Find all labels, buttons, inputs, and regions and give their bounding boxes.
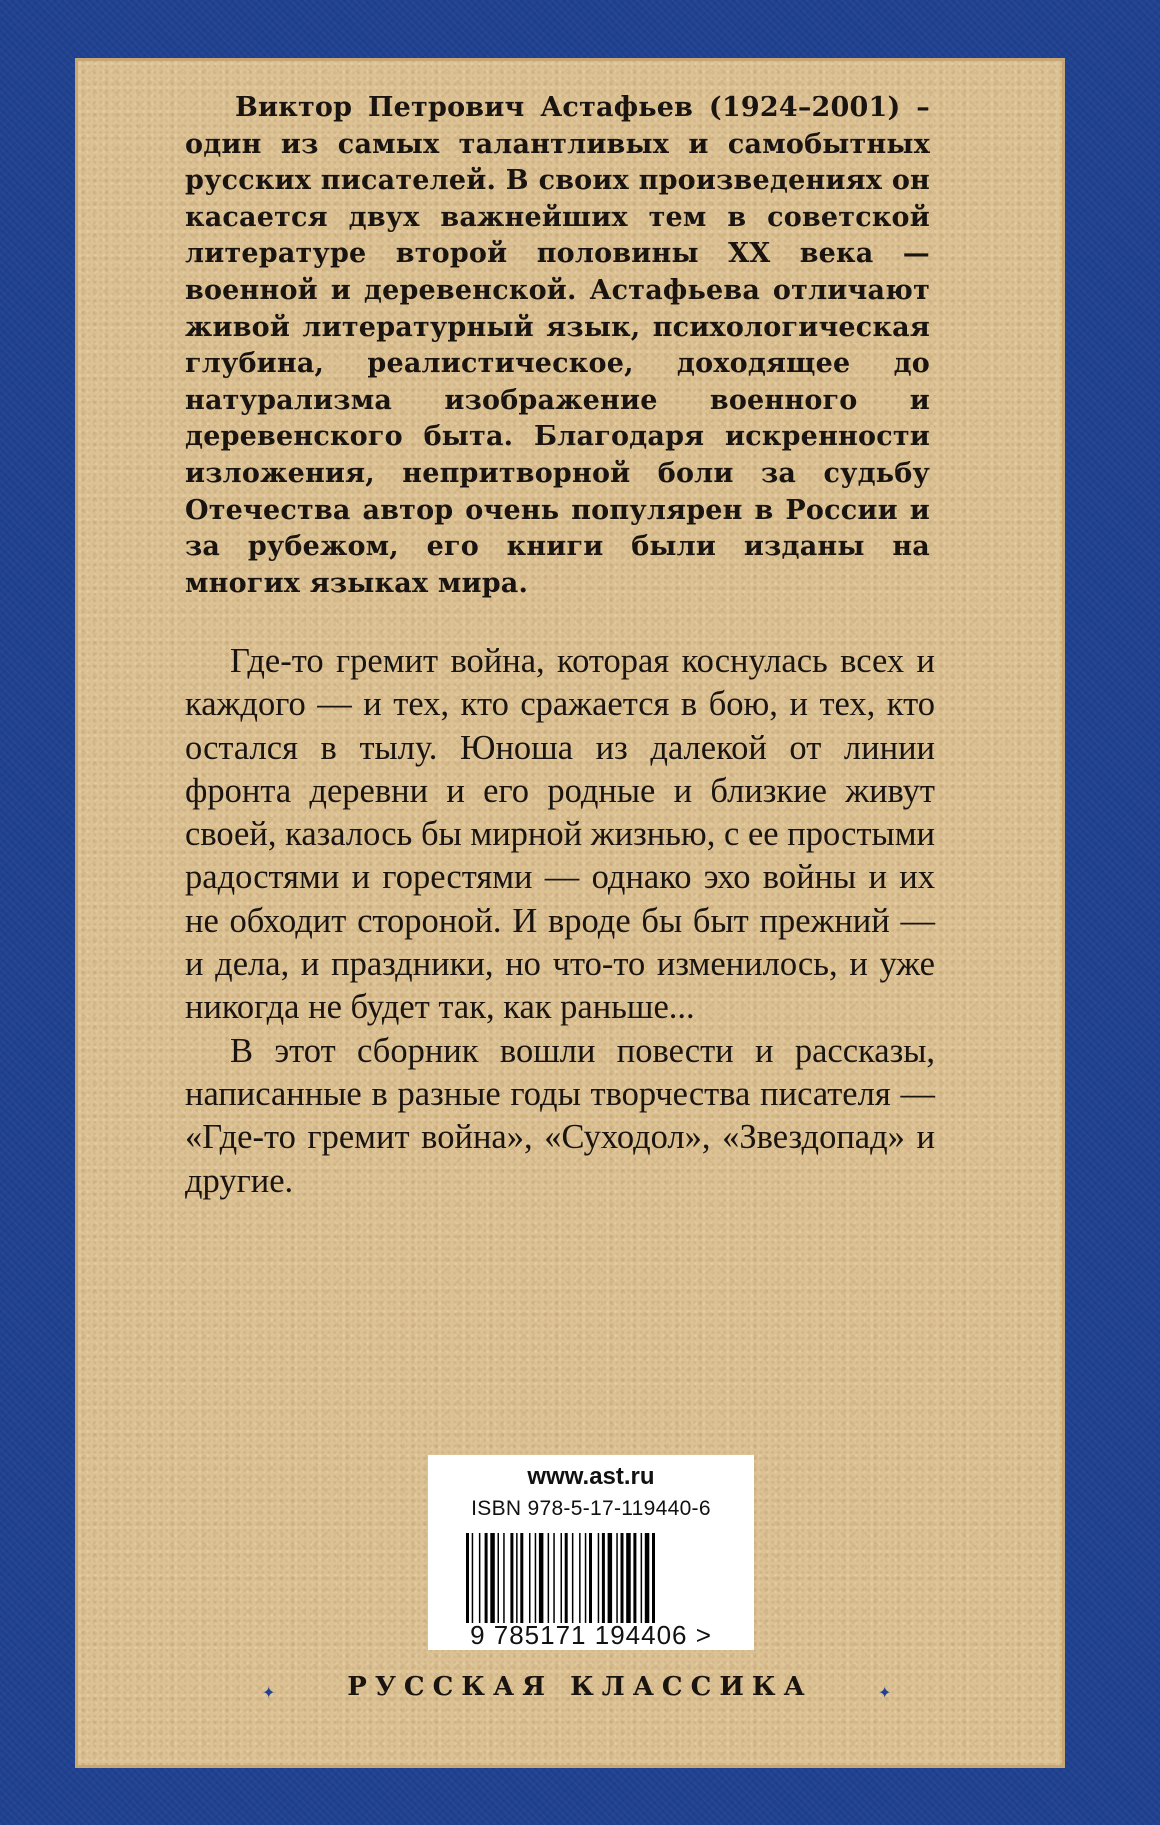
ornament-left-icon: ✦: [262, 1683, 276, 1702]
series-title: РУССКАЯ КЛАССИКА: [347, 1672, 813, 1702]
ornament-right-icon: ✦: [878, 1683, 892, 1702]
summary-paragraph-2: В этот сборник вошли повести и рассказы, написанные в разные годы творчества писателя — «Где-то гремит война», «Суходол», «Звездопад» и другие.: [185, 1031, 935, 1200]
author-biography: Виктор Петрович Астафьев (1924–2001) – один из самых талантливых и самобытных русских писателей. В своих произведениях он касается двух важнейших тем в советской литературе второй половины XX века — военной и деревенской. Астафьева отличают живой литературный язык, психологическая глубина, реалистическое, доходящее до натурализма изображение военного и деревенского быта. Благодаря искренности изложения, непритворной боли за судьбу Отечества автор очень популярен в России и за рубежом, его книги были изданы на многих языках мира.: [185, 92, 930, 599]
book-summary: [185, 640, 935, 1203]
publisher-url: www.ast.ru: [527, 1463, 655, 1490]
barcode-block: [428, 1455, 754, 1650]
isbn-label: ISBN 978-5-17-119440-6: [471, 1497, 711, 1520]
barcode-number: 9 785171 194406 >: [470, 1620, 712, 1650]
summary-paragraph-1: Где-то гремит война, которая коснулась всех и каждого — и тех, кто сражается в бою, и тех, кто остался в тылу. Юноша из далекой от линии фронта деревни и его родные и близкие живут своей, казалось бы мирной жизнью, с ее простыми радостями и горестями — однако эхо войны и их не обходит стороной. И вроде бы быт прежний — и дела, и праздники, но что-то изменилось, и уже никогда не будет так, как раньше...: [185, 642, 935, 1027]
barcode-icon: [466, 1533, 726, 1623]
